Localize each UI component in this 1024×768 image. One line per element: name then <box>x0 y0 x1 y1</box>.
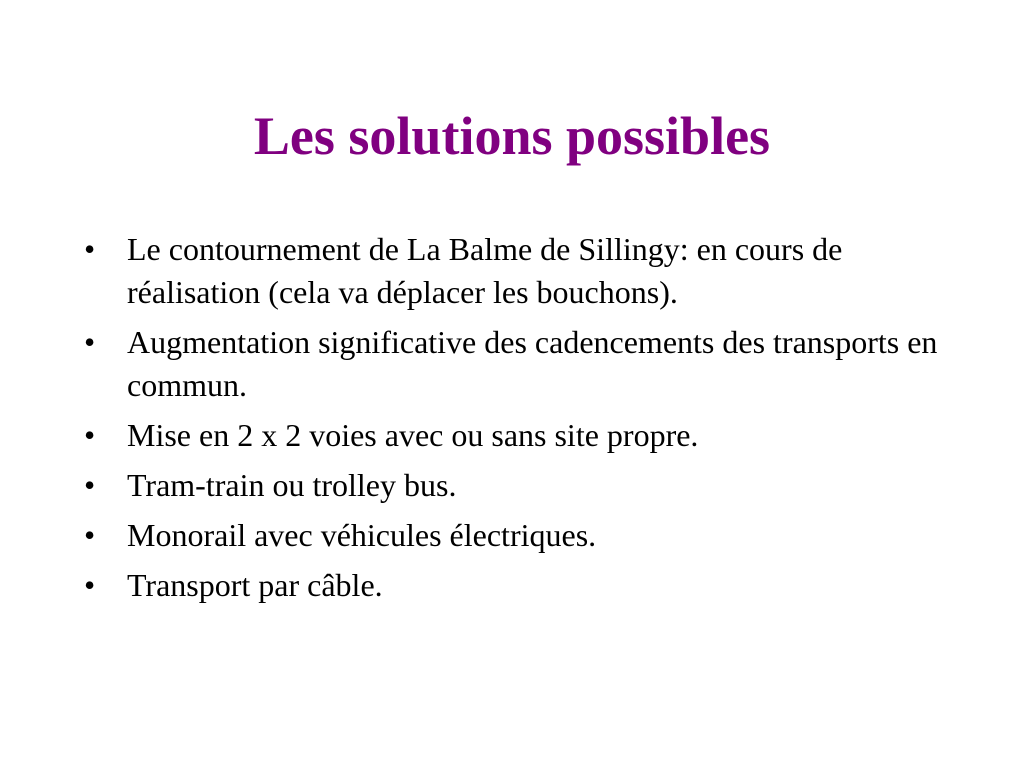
bullet-text: Tram-train ou trolley bus. <box>127 467 457 503</box>
bullet-item <box>84 228 954 314</box>
bullet-marker: • <box>84 324 96 360</box>
slide-title: Les solutions possibles <box>253 106 771 166</box>
bullet-item <box>84 464 954 507</box>
bullet-text: Le contournement de La Balme de Sillingy: en cours de réalisation (cela va déplacer les bouchons). <box>127 231 843 310</box>
bullet-text: Augmentation significative des cadencements des transports en commun. <box>127 324 938 403</box>
bullet-marker: • <box>84 517 96 553</box>
bullet-marker: • <box>84 417 96 453</box>
bullet-text: Monorail avec véhicules électriques. <box>127 517 597 553</box>
bullet-item <box>84 514 954 557</box>
bullet-marker: • <box>84 231 96 267</box>
bullet-text: Mise en 2 x 2 voies avec ou sans site propre. <box>127 417 699 453</box>
bullet-text: Transport par câble. <box>127 567 383 603</box>
bullet-marker: • <box>84 567 96 603</box>
bullet-item <box>84 414 954 457</box>
bullet-item <box>84 321 954 407</box>
bullet-item <box>84 564 954 607</box>
bullet-marker: • <box>84 467 96 503</box>
bullet-list <box>84 228 954 614</box>
